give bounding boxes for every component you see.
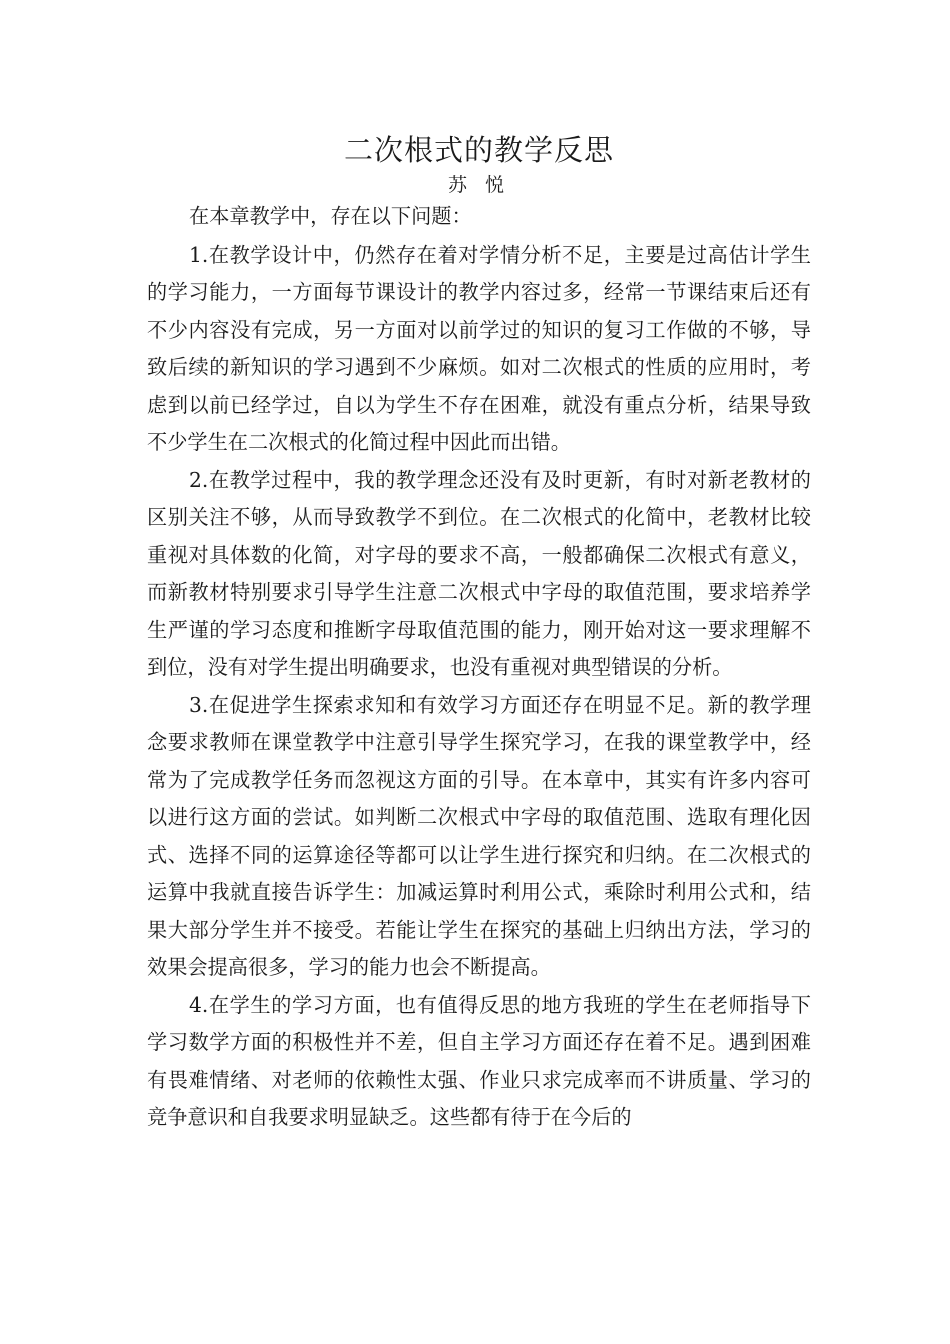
paragraph-4: 4.在学生的学习方面，也有值得反思的地方我班的学生在老师指导下学习数学方面的积极性并不差，但自主学习方面还存在着不足。遇到困难有畏难情绪、对老师的依赖性太强、作业只求完成率而不讲质量、学习的竞争意识和自我要求明显缺乏。这些都有待于在今后的: [147, 992, 811, 1129]
intro-paragraph: 在本章教学中，存在以下问题：: [189, 204, 472, 228]
document-author: 苏 悦: [447, 174, 511, 196]
paragraph-1: 1.在教学设计中，仍然存在着对学情分析不足，主要是过高估计学生的学习能力，一方面每节课设计的教学内容过多，经常一节课结束后还有不少内容没有完成，另一方面对以前学过的知识的复习工作做的不够，导致后续的新知识的学习遇到不少麻烦。如对二次根式的性质的应用时，考虑到以前已经学过，自以为学生不存在困难，就没有重点分析，结果导致不少学生在二次根式的化简过程中因此而出错。: [147, 242, 811, 454]
paragraph-2: 2.在教学过程中，我的教学理念还没有及时更新，有时对新老教材的区别关注不够，从而导致教学不到位。在二次根式的化简中，老教材比较重视对具体数的化简，对字母的要求不高，一般都确保二次根式有意义，而新教材特别要求引导学生注意二次根式中字母的取值范围，要求培养学生严谨的学习态度和推断字母取值范围的能力，刚开始对这一要求理解不到位，没有对学生提出明确要求，也没有重视对典型错误的分析。: [147, 467, 811, 679]
paragraph-3: 3.在促进学生探索求知和有效学习方面还存在明显不足。新的教学理念要求教师在课堂教学中注意引导学生探究学习，在我的课堂教学中，经常为了完成教学任务而忽视这方面的引导。在本章中，其实有许多内容可以进行这方面的尝试。如判断二次根式中字母的取值范围、选取有理化因式、选择不同的运算途径等都可以让学生进行探究和归纳。在二次根式的运算中我就直接告诉学生：加减运算时利用公式，乘除时利用公式和，结果大部分学生并不接受。若能让学生在探究的基础上归纳出方法，学习的效果会提高很多，学习的能力也会不断提高。: [147, 692, 811, 979]
document-page: [147, 128, 811, 1137]
document-title: 二次根式的教学反思: [343, 133, 614, 167]
